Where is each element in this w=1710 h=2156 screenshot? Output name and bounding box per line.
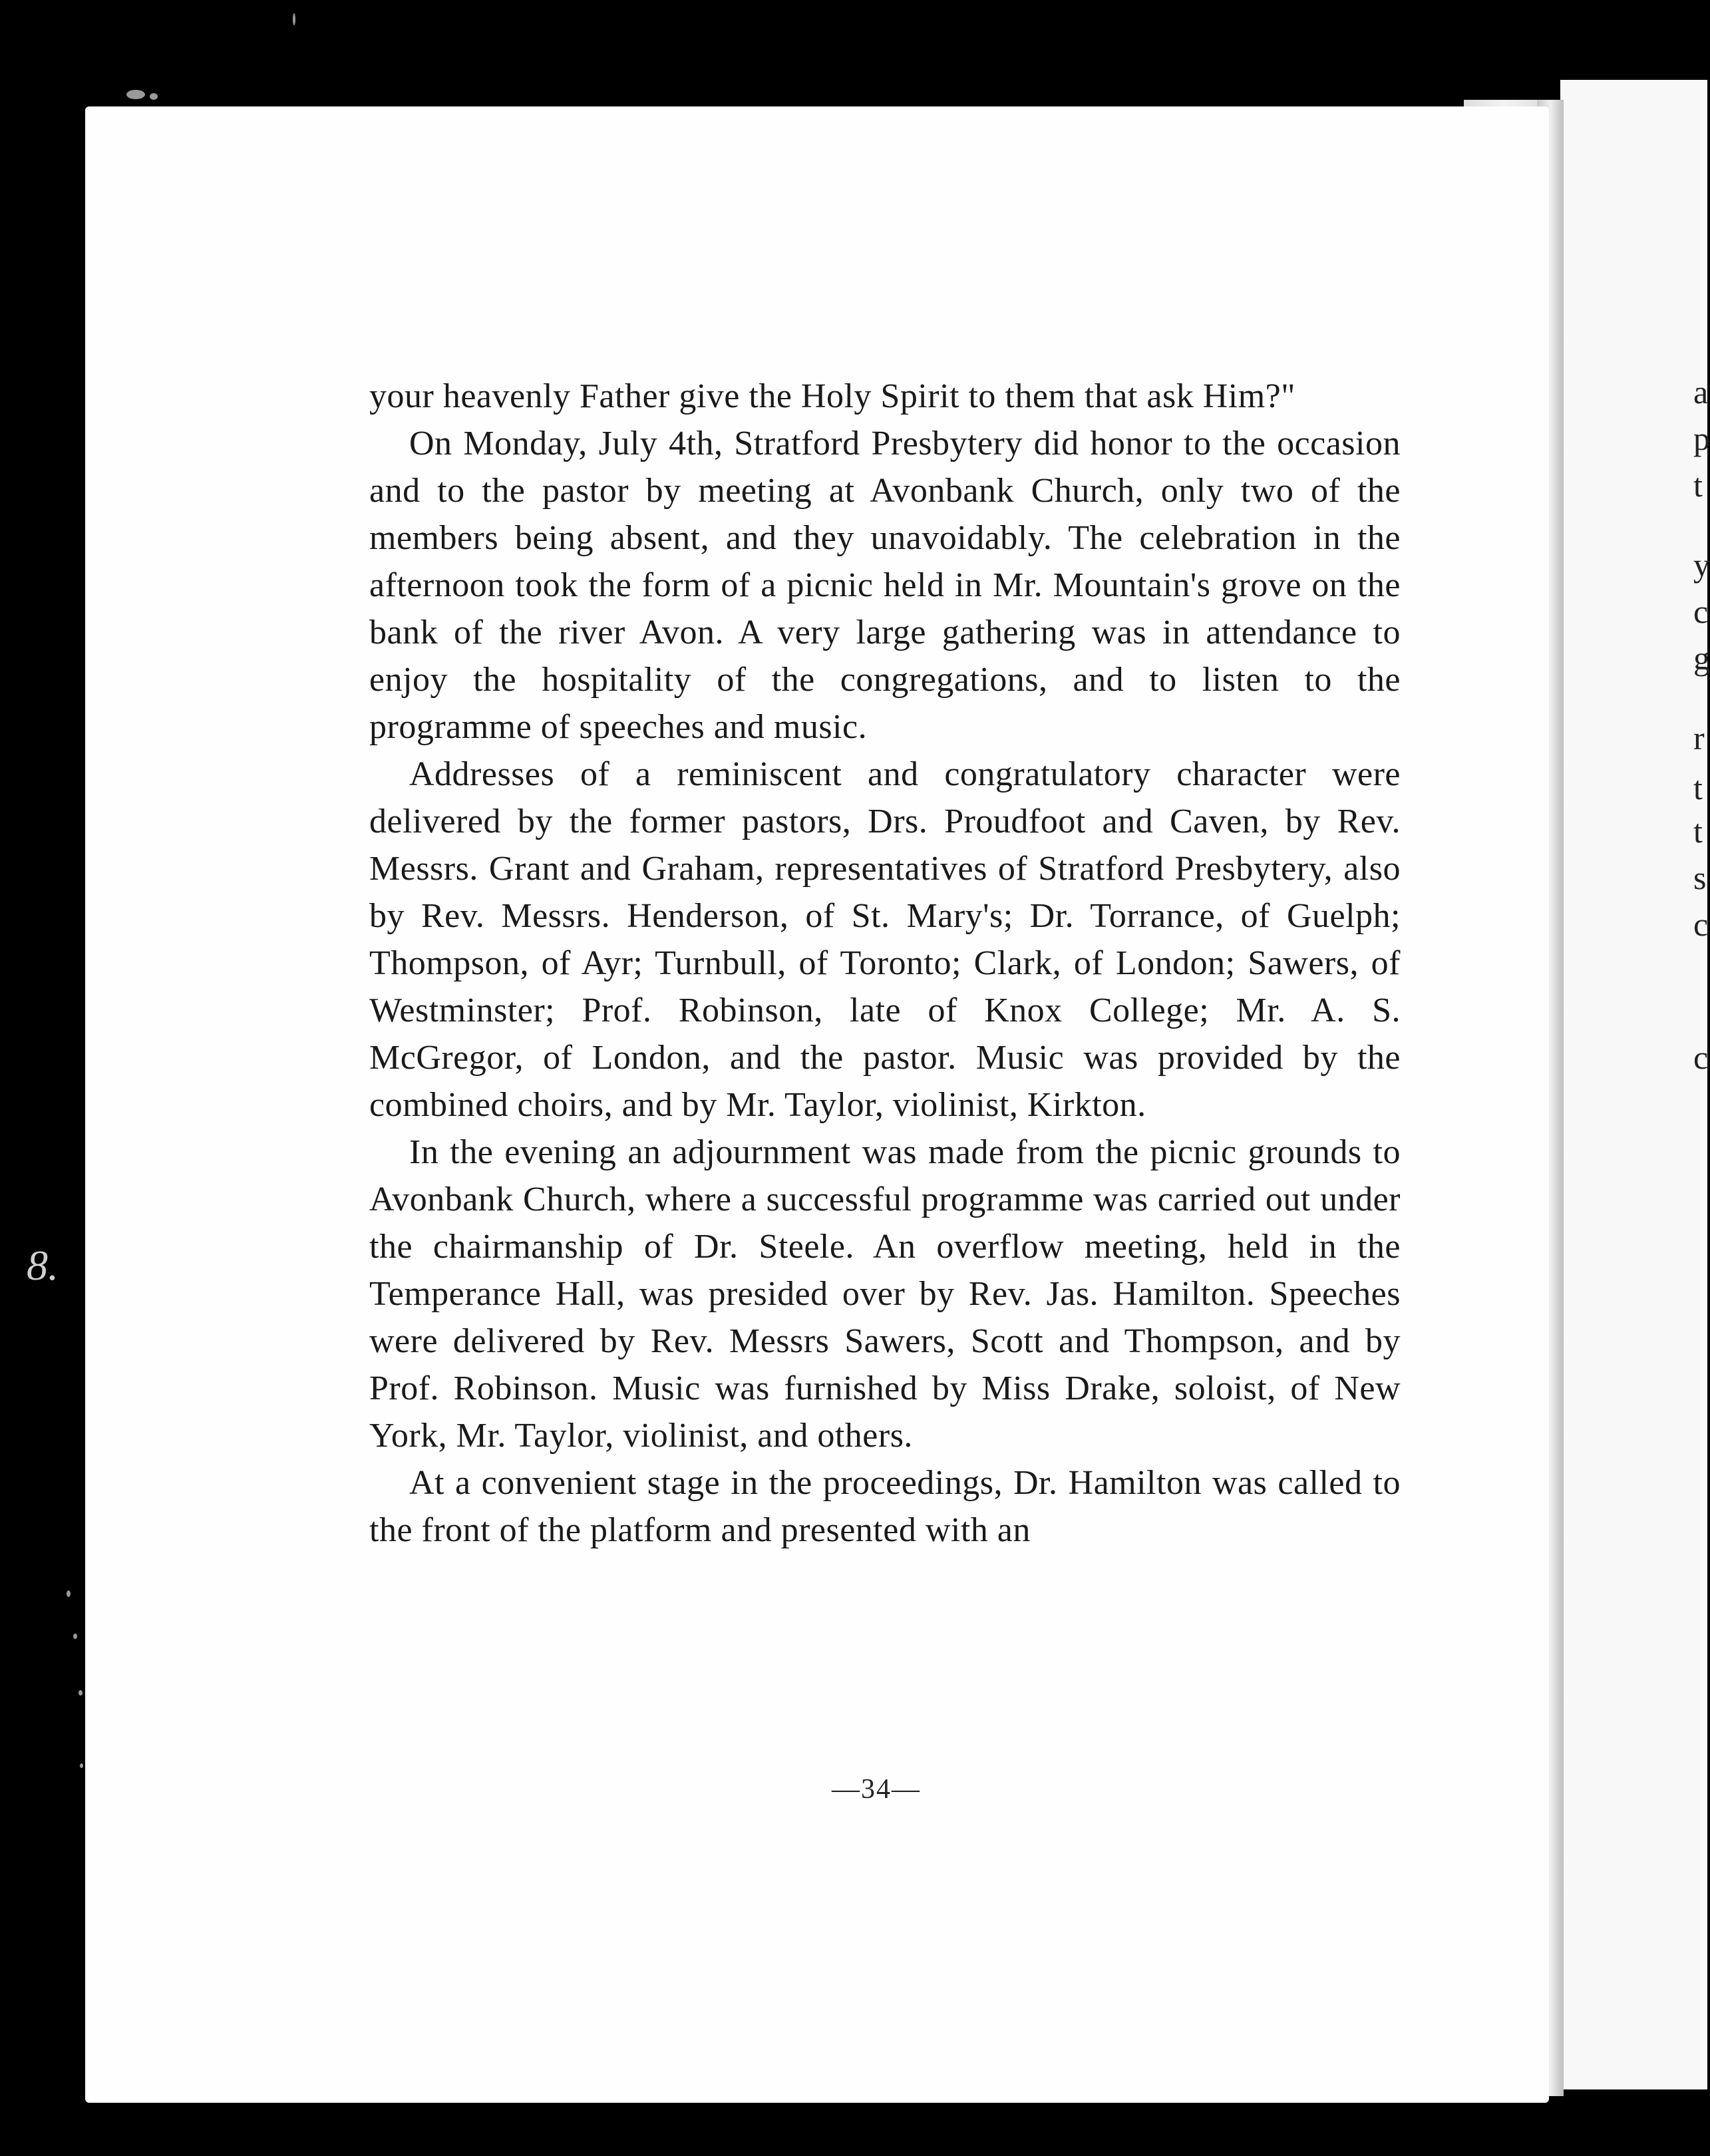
paragraph: At a convenient stage in the proceedings, Dr. Hamilton was called to the front of the platform and presented with an xyxy=(369,1464,1401,1549)
facing-fragment: g xyxy=(1693,639,1710,677)
paragraph: your heavenly Father give the Holy Spirit to them that ask Him?" xyxy=(369,377,1295,415)
margin-mark: 8. xyxy=(27,1242,59,1289)
facing-fragment: c xyxy=(1693,1039,1709,1076)
facing-fragment: p xyxy=(1693,420,1710,457)
facing-fragment: r xyxy=(1693,719,1705,757)
scan-speck xyxy=(126,90,145,99)
scan-speck xyxy=(79,1690,83,1696)
facing-fragment: c xyxy=(1693,906,1709,943)
facing-page xyxy=(1560,80,1710,2089)
facing-fragment: t xyxy=(1693,812,1703,850)
facing-fragment: s xyxy=(1693,859,1707,896)
facing-fragment: y xyxy=(1693,546,1710,584)
page-number: —34— xyxy=(832,1774,921,1805)
paragraph: On Monday, July 4th, Stratford Presbytery did honor to the occasion and to the pastor by meeting at Avonbank Church, only two of the members being absent, and they unavoidably. The celebration in the afternoon took the form of a picnic held in Mr. Mountain's grove on the bank of the river Avon. A very large gathering was in attendance to enjoy the hospitality of the congregations, and to listen to the programme of speeches and music. xyxy=(369,425,1401,746)
scan-speck xyxy=(67,1590,71,1597)
facing-fragment: a xyxy=(1693,373,1709,411)
scan-speck xyxy=(150,93,158,100)
scan-speck xyxy=(80,1763,83,1768)
scan-speck xyxy=(73,1634,77,1639)
paragraph: Addresses of a reminiscent and congratulatory character were delivered by the former pastors, Drs. Proudfoot and Caven, by Rev. Messrs. Grant and Graham, representatives of Stratford Presbytery, also by Rev. Messrs. Henderson, of St. Mary's; Dr. Torrance, of Guelph; Thompson, of Ayr; Turnbull, of Toronto; Clark, of London; Sawers, of Westminster; Prof. Robinson, late of Knox College; Mr. A. S. McGregor, of London, and the pastor. Music was provided by the combined choirs, and by Mr. Taylor, violinist, Kirkton. xyxy=(369,755,1401,1124)
facing-fragment: c xyxy=(1693,593,1709,630)
page-body xyxy=(369,373,1401,1554)
paragraph: In the evening an adjournment was made from the picnic grounds to Avonbank Church, where a successful programme was carried out under the chairmanship of Dr. Steele. An overflow meeting, held in the Temperance Hall, was presided over by Rev. Jas. Hamilton. Speeches were delivered by Rev. Messrs Sawers, Scott and Thompson, and by Prof. Robinson. Music was furnished by Miss Drake, soloist, of New York, Mr. Taylor, violinist, and others. xyxy=(369,1133,1401,1455)
scan-speck xyxy=(293,13,295,25)
facing-fragment: t xyxy=(1693,769,1703,807)
facing-fragment: t xyxy=(1693,466,1703,504)
